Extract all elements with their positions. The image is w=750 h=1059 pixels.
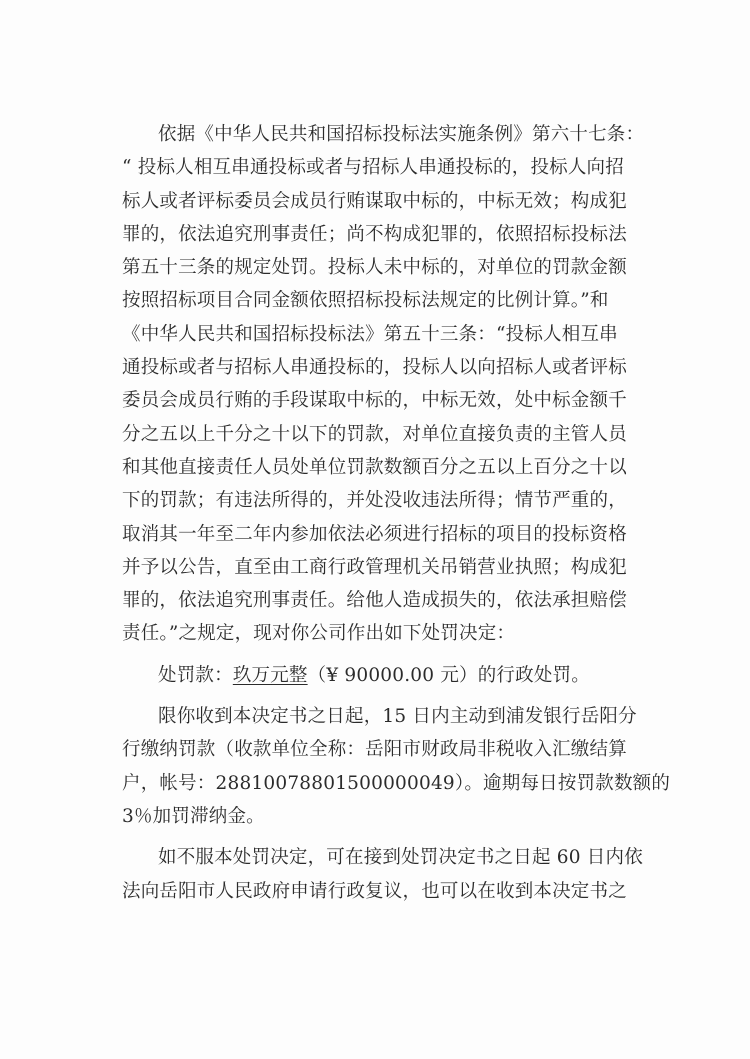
paragraph-line: 罪的，依法追究刑事责任。给他人造成损失的，依法承担赔偿 xyxy=(122,590,627,612)
paragraph-line: 第五十三条的规定处罚。投标人未中标的，对单位的罚款金额 xyxy=(122,257,627,279)
appeal-line: 法向岳阳市人民政府申请行政复议，也可以在收到本决定书之 xyxy=(122,880,627,902)
paragraph-line: 《中华人民共和国招标投标法》第五十三条：“投标人相互串 xyxy=(122,323,618,345)
penalty-suffix: （¥ 90000.00 元）的行政处罚。 xyxy=(307,664,590,686)
paragraph-line: 责任。”之规定，现对你公司作出如下处罚决定： xyxy=(122,623,516,645)
paragraph-line: 和其他直接责任人员处单位罚款数额百分之五以上百分之十以 xyxy=(122,456,627,478)
penalty-line xyxy=(122,659,647,692)
paragraph-line: 通投标或者与招标人串通投标的，投标人以向招标人或者评标 xyxy=(122,357,627,379)
penalty-amount-words: 玖万元整 xyxy=(232,664,308,686)
paragraph-line: 分之五以上千分之十以下的罚款，对单位直接负责的主管人员 xyxy=(122,423,627,445)
paragraph-line: 按照招标项目合同金额依照招标投标法规定的比例计算。”和 xyxy=(122,290,609,312)
document-body xyxy=(122,118,671,908)
paragraph-line: 标人或者评标委员会成员行贿谋取中标的，中标无效；构成犯 xyxy=(122,190,627,212)
payment-line: 限你收到本决定书之日起，15 日内主动到浦发银行岳阳分 xyxy=(158,706,637,728)
paragraph-line: 并予以公告，直至由工商行政管理机关吊销营业执照；构成犯 xyxy=(122,556,627,578)
paragraph-line: 委员会成员行贿的手段谋取中标的，中标无效，处中标金额千 xyxy=(122,390,627,412)
paragraph-line: 罪的，依法追究刑事责任；尚不构成犯罪的，依照招标投标法 xyxy=(122,223,627,245)
paragraph-line: 下的罚款；有违法所得的，并处没收违法所得；情节严重的， xyxy=(122,490,627,512)
penalty-prefix: 处罚款： xyxy=(158,664,233,686)
payment-line: 3％加罚滞纳金。 xyxy=(122,805,265,827)
appeal-line: 如不服本处罚决定，可在接到处罚决定书之日起 60 日内依 xyxy=(158,847,643,869)
payment-line: 行缴纳罚款（收款单位全称：岳阳市财政局非税收入汇缴结算 xyxy=(122,739,627,761)
paragraph-line: 取消其一年至二年内参加依法必须进行招标的项目的投标资格 xyxy=(122,523,627,545)
paragraph-line: 依据《中华人民共和国招标投标法实施条例》第六十七条： xyxy=(158,124,645,145)
paragraph-line: “ 投标人相互串通投标或者与招标人串通投标的，投标人向招 xyxy=(122,157,624,179)
payment-line: 户，帐号：28810078801500000049）。逾期每日按罚款数额的 xyxy=(122,772,671,794)
